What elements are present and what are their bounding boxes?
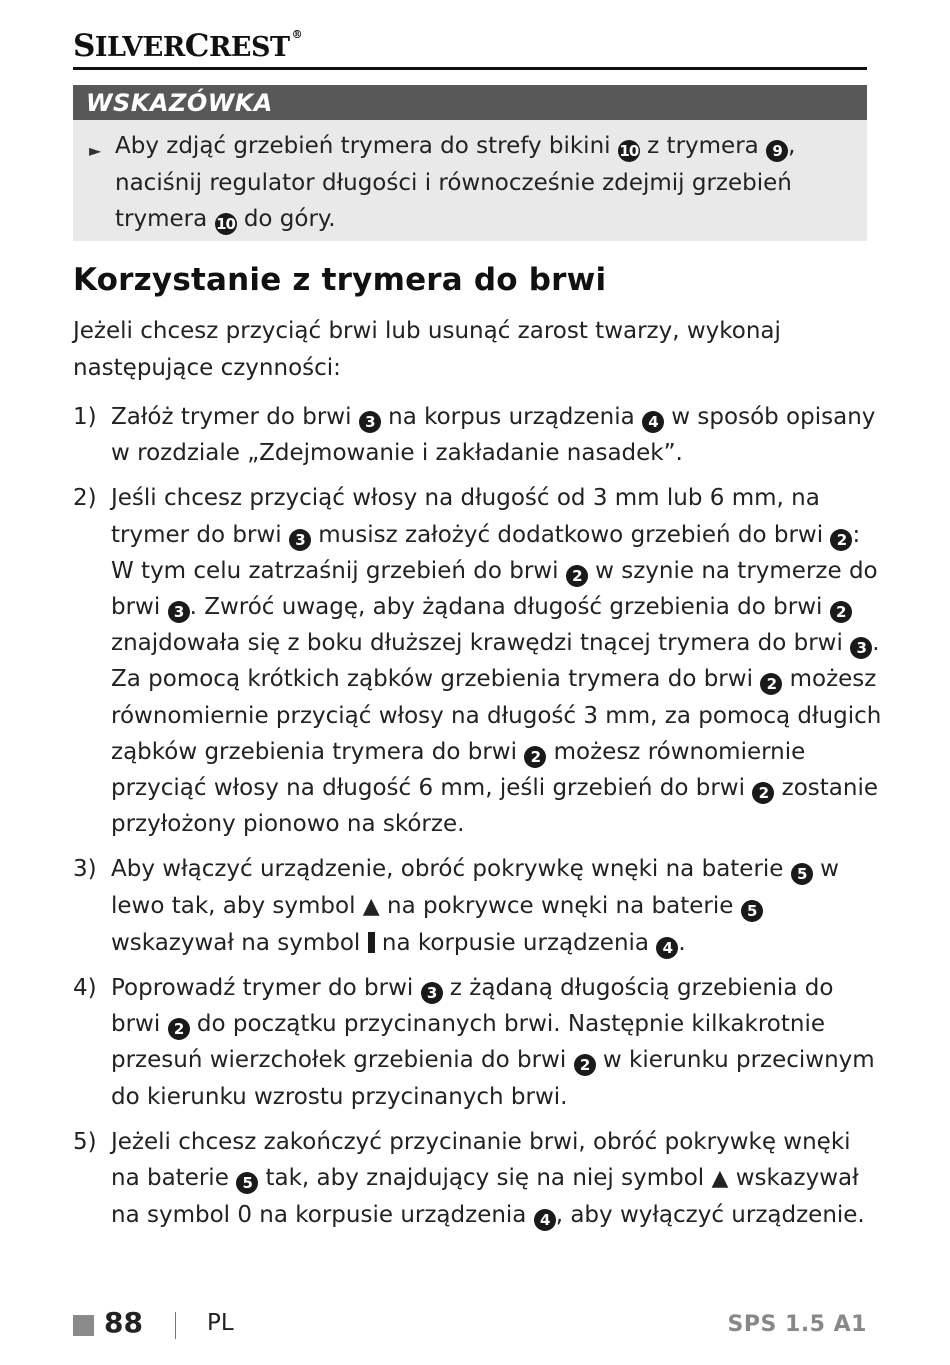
part-ref: 3 <box>168 601 190 623</box>
part-ref: 2 <box>752 782 774 804</box>
page-footer <box>73 1306 867 1346</box>
step-2: 2) Jeśli chcesz przyciąć włosy na długość od 3 mm lub 6 mm, na trymer do brwi 3 musisz założyć dodatkowo grzebień do brwi 2 : W tym celu zatrzaśnij grzebień do brwi 2 w szynie na trymerze do brwi 3 . Zwróć uwagę, aby żądana długość grzebienia do brwi 2 znajdowała się z boku dłuższej krawędzi tnącej trymera do brwi 3 . Za pomocą krótkich ząbków grzebienia trymera do brwi 2 możesz równomiernie przyciąć włosy na długość 3 mm, za pomocą długich ząbków grzebienia trymera do brwi 2 możesz równomiernie przyciąć włosy na długość 6 mm, jeśli grzebień do brwi 2 zostanie przyłożony pionowo na skórze. <box>73 480 885 842</box>
brand-logo: SILVERCREST ® <box>73 28 303 64</box>
step-number: 2) <box>73 485 97 512</box>
part-ref: 4 <box>642 411 664 433</box>
note-body: ► Aby zdjąć grzebień trymera do strefy bikini 10 z trymera 9 , naciśnij regulator długości i równocześnie zdejmij grzebień trymera 10 do góry. <box>89 133 796 233</box>
page-marker-icon <box>73 1315 94 1336</box>
step-5: 5) Jeżeli chcesz zakończyć przycinanie brwi, obróć pokrywkę wnęki na baterie 5 tak, aby znajdujący się na niej symbol ▲ wskazywał na symbol 0 na korpusie urządzenia 4 , aby wyłączyć urządzenie. <box>73 1124 885 1234</box>
triangle-symbol-icon: ▲ <box>711 1166 729 1192</box>
part-ref: 3 <box>289 529 311 551</box>
steps-list <box>73 399 885 1242</box>
step-4: 4) Poprowadź trymer do brwi 3 z żądaną długością grzebienia do brwi 2 do początku przycinanych brwi. Następnie kilkakrotnie przesuń wierzchołek grzebienia do brwi 2 w kierunku przeciwnym do kierunku wzrostu przycinanych brwi. <box>73 970 885 1115</box>
step-3: 3) Aby włączyć urządzenie, obróć pokrywkę wnęki na baterie 5 w lewo tak, aby symbol ▲ na pokrywce wnęki na baterie 5 wskazywał na symbol na korpusie urządzenia 4 . <box>73 851 885 961</box>
bar-symbol-icon <box>368 932 375 953</box>
part-ref: 5 <box>236 1172 258 1194</box>
step-number: 4) <box>73 975 97 1002</box>
part-ref: 2 <box>760 673 782 695</box>
language-code: PL <box>207 1310 234 1336</box>
note-header: WSKAZÓWKA <box>73 85 867 120</box>
triangle-symbol-icon: ▲ <box>362 893 380 919</box>
part-ref: 3 <box>421 982 443 1004</box>
step-number: 1) <box>73 404 97 430</box>
part-ref: 4 <box>534 1209 556 1231</box>
part-ref: 3 <box>850 637 872 659</box>
part-ref: 2 <box>566 565 588 587</box>
section-title: Korzystanie z trymera do brwi <box>73 262 607 298</box>
arrow-icon: ► <box>89 141 102 160</box>
intro-paragraph: Jeżeli chcesz przyciąć brwi lub usunąć zarost twarzy, wykonaj następujące czynności: <box>73 318 781 381</box>
step-1: 1) Załóż trymer do brwi 3 na korpus urządzenia 4 w sposób opisany w rozdziale „Zdejmowanie i zakładanie nasadek”. <box>73 399 885 471</box>
part-ref: 3 <box>359 411 381 433</box>
part-ref: 5 <box>791 863 813 885</box>
header-rule <box>73 67 867 70</box>
page-number: 88 <box>104 1306 143 1339</box>
footer-divider <box>175 1312 176 1339</box>
step-number: 3) <box>73 856 97 883</box>
part-ref: 2 <box>830 601 852 623</box>
note-box <box>73 85 867 241</box>
part-ref: 9 <box>766 140 788 162</box>
part-ref: 2 <box>574 1054 596 1076</box>
step-number: 5) <box>73 1128 97 1155</box>
part-ref: 4 <box>656 937 678 959</box>
part-ref: 2 <box>168 1018 190 1040</box>
part-ref: 5 <box>741 900 763 922</box>
part-ref: 2 <box>830 529 852 551</box>
part-ref: 10 <box>619 142 639 160</box>
part-ref: 2 <box>524 746 546 768</box>
model-number: SPS 1.5 A1 <box>727 1312 867 1337</box>
part-ref: 10 <box>216 215 235 233</box>
